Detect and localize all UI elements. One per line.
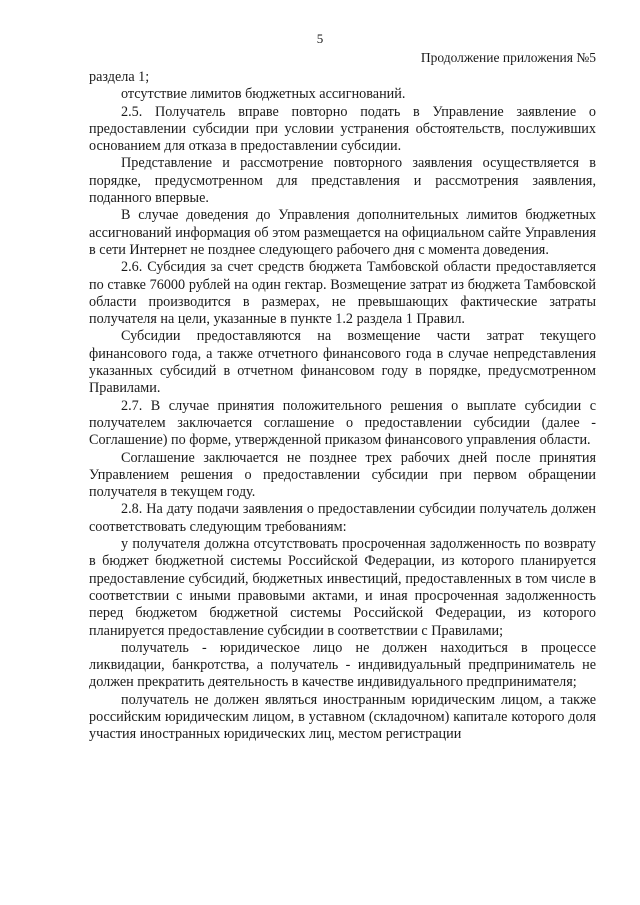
paragraph: В случае доведения до Управления дополнительных лимитов бюджетных ассигнований информация об этом размещается на официальном сайте Управления в сети Интернет не позднее следующего рабочего дня с момента доведения. xyxy=(89,207,596,258)
paragraph: 2.8. На дату подачи заявления о предоставлении субсидии получатель должен соответствовать следующим требованиям: xyxy=(89,501,596,535)
paragraph: 2.7. В случае принятия положительного решения о выплате субсидии с получателем заключается соглашение о предоставлении субсидии (далее - Соглашение) по форме, утвержденной приказом финансового управления области. xyxy=(89,397,596,449)
paragraph: отсутствие лимитов бюджетных ассигнований. xyxy=(121,86,406,103)
paragraph: Субсидии предоставляются на возмещение части затрат текущего финансового года, а также отчетного финансового года в случае непредставления указанных субсидий в отчетном финансовом году в порядке, предусмотренном Правилами. xyxy=(89,328,596,397)
appendix-continuation-note: Продолжение приложения №5 xyxy=(420,50,596,65)
paragraph: 2.5. Получатель вправе повторно подать в Управление заявление о предоставлении субсидии при условии устранения обстоятельств, послуживших основанием для отказа в предоставлении субсидии. xyxy=(89,103,596,155)
paragraph: Представление и рассмотрение повторного заявления осуществляется в порядке, предусмотренном для представления и рассмотрения заявления, поданного впервые. xyxy=(89,155,596,207)
page-number: 5 xyxy=(316,31,324,46)
paragraph: у получателя должна отсутствовать просроченная задолженность по возврату в бюджет бюджетной системы Российской Федерации, из которого планируется предоставление субсидий, бюджетных инвестиций, предоставленных в том числе в соответствии с иными правовыми актами, и иная просроченная задолженность перед бюджетом бюджетной системы Российской Федерации, из которого планируется предоставление субсидии в соответствии с Правилами; xyxy=(89,536,596,639)
paragraph: получатель - юридическое лицо не должен находиться в процессе ликвидации, банкротства, а получатель - индивидуальный предприниматель не должен прекратить деятельность в качестве индивидуального предпринимателя; xyxy=(89,639,596,691)
paragraph: 2.6. Субсидия за счет средств бюджета Тамбовской области предоставляется по ставке 76000 рублей на один гектар. Возмещение затрат из бюджета Тамбовской области производится в размерах, не превышающих фактические затраты получателя на цели, указанные в пункте 1.2 раздела 1 Правил. xyxy=(89,259,596,328)
body-text xyxy=(89,69,596,744)
paragraph: раздела 1; xyxy=(89,69,150,85)
paragraph: получатель не должен являться иностранным юридическим лицом, а также российским юридическим лицом, в уставном (складочном) капитале которого доля участия иностранных юридических лиц, местом регистрации xyxy=(89,691,596,743)
paragraph: Соглашение заключается не позднее трех рабочих дней после принятия Управлением решения о предоставлении субсидии при первом обращении получателя в текущем году. xyxy=(89,449,596,501)
